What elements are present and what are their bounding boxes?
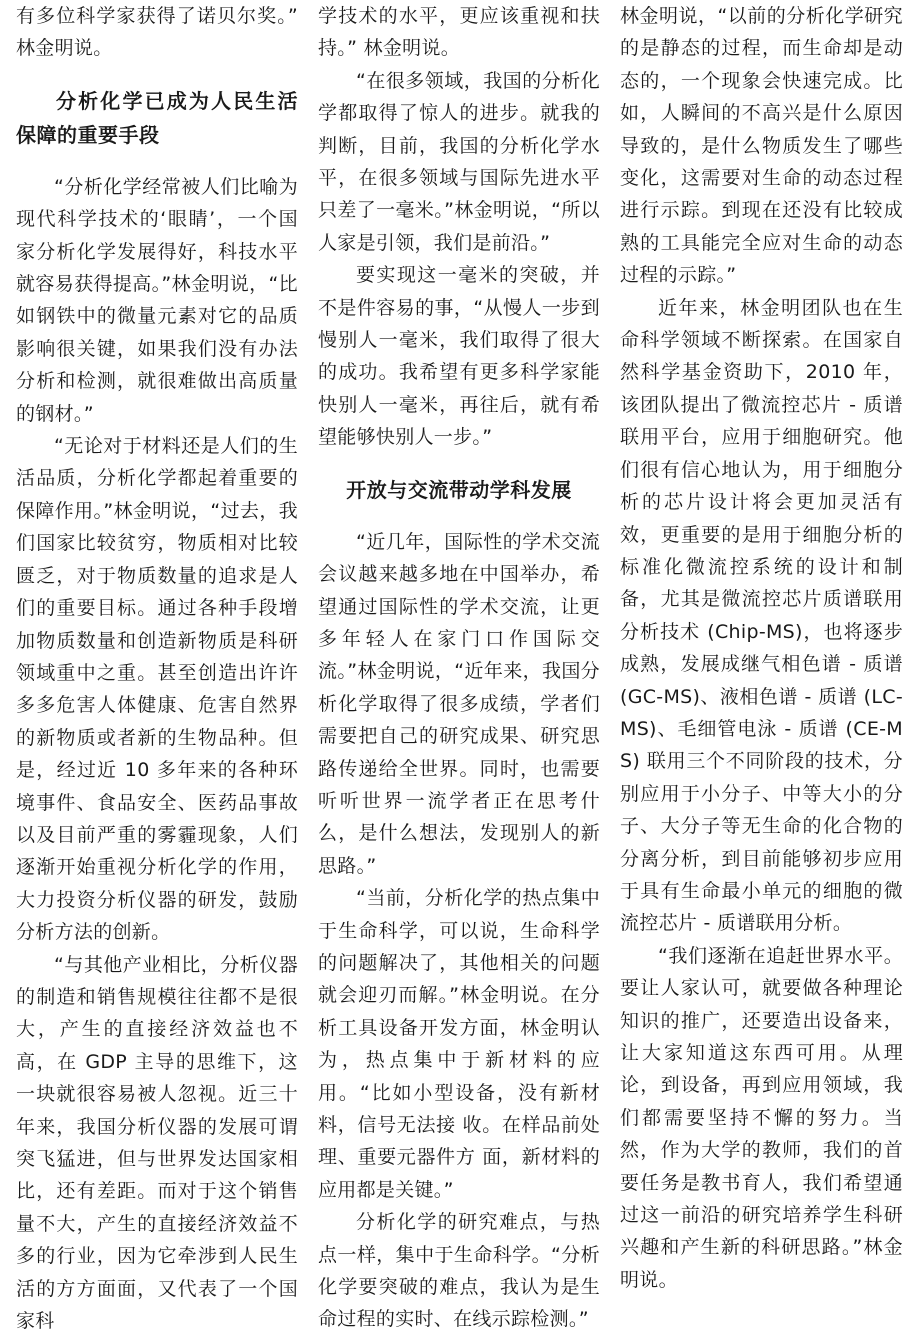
article-column-3 <box>620 0 903 1296</box>
paragraph: “当前，分析化学的热点集中于生命科学，可以说，生命科学的问题解决了，其他相关的问题就会迎刃而解。”林金明说。在分析工具设备开发方面，林金明认为，热点集中于新材料的应用。“比如小型设备，没有新材料，信号无法接 收。在样品前处理、重要元器件方 面，新材料的应用都是关键。” <box>318 887 600 1201</box>
section-heading-analytical-chemistry: 分析化学已成为人民生活保障的重要手段 <box>16 88 298 147</box>
paragraph: “我们逐渐在追赶世界水平。要让人家认可，就要做各种理论知识的推广，还要造出设备来，让大家知道这东西可用。从理论，到设备，再到应用领域，我们都需要坚持不懈的努力。当然，作为大学的教师，我们的首要任务是教书育人，我们希望通过这一前沿的研究培养学生科研兴趣和产生新的科研思路。”林金明说。 <box>620 944 903 1291</box>
article-column-2 <box>318 0 600 1336</box>
paragraph-continued: 有多位科学家获得了诺贝尔奖。” 林金明说。 <box>16 5 298 60</box>
paragraph: “近几年，国际性的学术交流会议越来越多地在中国举办，希望通过国际性的学术交流，让更多年轻人在家门口作国际交流。”林金明说，“近年来，我国分析化学取得了很多成绩，学者们需要把自己的研究成果、研究思路传递给全世界。同时，也需要听听世界一流学者正在思考什么，是什么想法，发现别人的新思路。” <box>318 530 600 877</box>
paragraph-continued: 学技术的水平，更应该重视和扶持。” 林金明说。 <box>318 5 600 60</box>
paragraph: “分析化学经常被人们比喻为现代科学技术的‘眼睛’，一个国家分析化学发展得好，科技水平就容易获得提高。”林金明说，“比如钢铁中的微量元素对它的品质影响很关键，如果我们没有办法分析和检测，就很难做出高质量的钢材。” <box>16 175 298 425</box>
paragraph: 要实现这一毫米的突破，并不是件容易的事，“从慢人一步到慢别人一毫米，我们取得了很大的成功。我希望有更多科学家能快别人一毫米，再往后，就有希望能够快别人一步。” <box>318 264 600 449</box>
section-heading-open-exchange: 开放与交流带动学科发展 <box>346 477 572 502</box>
paragraph: “无论对于材料还是人们的生活品质，分析化学都起着重要的保障作用。”林金明说，“过去，我们国家比较贫穷，物质相对比较匮乏，对于物质数量的追求是人们的重要目标。通过各种手段增加物质数量和创造新物质是科研领域重中之重。甚至创造出许许多多危害人体健康、危害自然界的新物质或者新的生物品种。但是，经过近 10 多年来的各种环境事件、食品安全、医药品事故以及目前严重的雾霾现象，人们逐渐开始重视分析化学的作用，大力投资分析仪器的研发，鼓励分析方法的创新。 <box>16 435 298 944</box>
paragraph-continued: 林金明说，“以前的分析化学研究的是静态的过程，而生命却是动态的，一个现象会快速完成。比如，人瞬间的不高兴是什么原因导致的，是什么物质发生了哪些变化，这需要对生命的动态过程进行示踪。到现在还没有比较成熟的工具能完全应对生命的动态过程的示踪。” <box>620 5 903 287</box>
article-column-1 <box>16 0 298 1337</box>
paragraph: “与其他产业相比，分析仪器的制造和销售规模往往都不是很大，产生的直接经济效益也不高，在 GDP 主导的思维下，这一块就很容易被人忽视。近三十年来，我国分析仪器的发展可谓突飞猛进，但与世界发达国家相比，还有差距。而对于这个销售量不大，产生的直接经济效益不多的行业，因为它牵涉到人民生活的方方面面，又代表了一个国家科 <box>16 953 298 1333</box>
paragraph: 近年来，林金明团队也在生命科学领域不断探索。在国家自然科学基金资助下，2010 年，该团队提出了微流控芯片 - 质谱联用平台，应用于细胞研究。他们很有信心地认为，用于细胞分析的芯片设计将会更加灵活有效，更重要的是用于细胞分析的标准化微流控系统的设计和制备，尤其是微流控芯片质谱联用分析技术 (Chip-MS)，也将逐步成熟，发展成继气相色谱 - 质谱 (GC-MS)、液相色谱 - 质谱 (LC-MS)、毛细管电泳 - 质谱 (CE-MS) 联用三个不同阶段的技术，分别应用于小分子、中等大小的分子、大分子等无生命的化合物的分离分析，到目前能够初步应用于具有生命最小单元的细胞的微流控芯片 - 质谱联用分析。 <box>620 296 903 935</box>
paragraph: 分析化学的研究难点，与热点一样，集中于生命科学。“分析化学要突破的难点，我认为是生命过程的实时、在线示踪检测。” <box>318 1211 600 1331</box>
paragraph: “在很多领域，我国的分析化学都取得了惊人的进步。就我的判断，目前，我国的分析化学水平，在很多领域与国际先进水平只差了一毫米。”林金明说，“所以人家是引领，我们是前沿。” <box>318 69 600 254</box>
